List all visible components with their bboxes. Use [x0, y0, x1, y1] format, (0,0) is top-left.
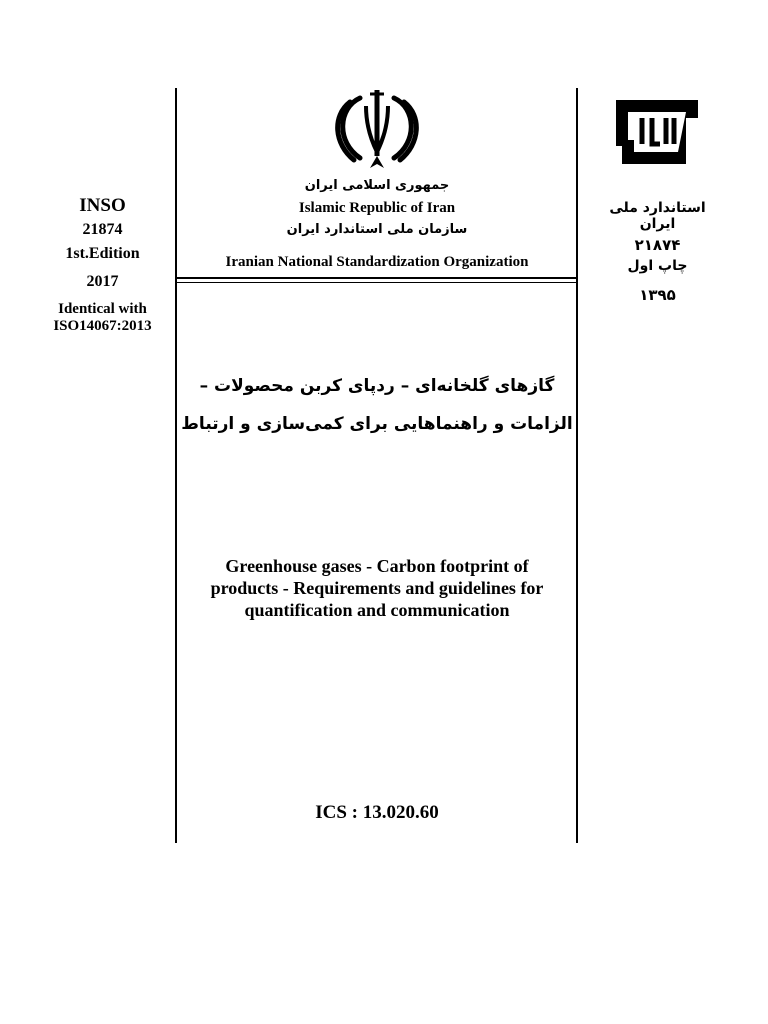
identical-with-standard: ISO14067:2013	[53, 318, 152, 334]
standard-number-fa: ۲۱۸۷۴	[634, 236, 681, 254]
standard-number: 21874	[82, 221, 123, 238]
publication-year: 2017	[86, 273, 119, 290]
organization-name-en: Iranian National Standardization Organization	[225, 254, 529, 270]
header-rule-thick	[176, 277, 577, 279]
title-en-line1: Greenhouse gases - Carbon footprint of	[225, 556, 529, 576]
title-en-line2: products - Requirements and guidelines for	[210, 578, 544, 598]
publication-year-fa: ۱۳۹۵	[639, 286, 676, 304]
edition-label-fa: چاپ اول	[627, 258, 688, 274]
isiri-logo-icon	[612, 96, 702, 170]
identical-with-label: Identical with	[58, 301, 147, 317]
title-en-line3: quantification and communication	[244, 600, 510, 620]
title-fa-line2: الزامات و راهنماهایی برای کمی‌سازی و ارتباط	[181, 414, 573, 434]
republic-name-en: Islamic Republic of Iran	[298, 200, 456, 216]
republic-name-fa: جمهوری اسلامی ایران	[304, 178, 450, 193]
right-info-column	[590, 200, 725, 304]
edition-label: 1st.Edition	[65, 245, 140, 262]
left-divider	[175, 88, 177, 843]
standard-name-fa: استاندارد ملی ایران	[609, 200, 706, 232]
title-fa-line1: گازهای گلخانه‌ای – ردپای کربن محصولات –	[199, 376, 555, 396]
header-rule-thin	[176, 282, 577, 283]
left-info-column	[30, 195, 175, 335]
iran-emblem-icon	[330, 86, 424, 172]
ics-code: ICS : 13.020.60	[315, 802, 439, 823]
standard-code: INSO	[79, 195, 126, 216]
right-divider	[576, 88, 578, 843]
organization-name-fa: سازمان ملی استاندارد ایران	[286, 222, 468, 237]
